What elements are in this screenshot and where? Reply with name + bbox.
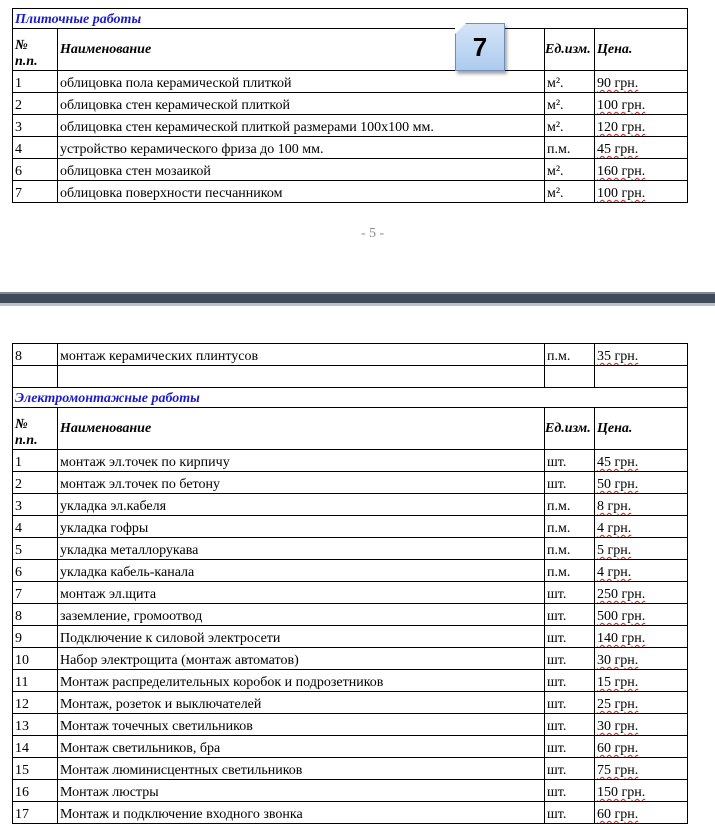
cell-price-text: 5 грн.	[597, 543, 632, 558]
cell-name: монтаж эл.щита	[58, 582, 545, 604]
cell-price	[595, 692, 688, 714]
cell-num: 8	[13, 604, 58, 626]
table-row	[13, 344, 688, 366]
page-badge	[455, 23, 505, 71]
cell-price	[595, 450, 688, 472]
cell-unit: п.м.	[545, 494, 595, 516]
empty-cell	[13, 366, 58, 388]
cell-name: облицовка поверхности песчанником	[58, 181, 545, 203]
table-row	[13, 494, 688, 516]
cell-name: монтаж эл.точек по кирпичу	[58, 450, 545, 472]
cell-price	[595, 758, 688, 780]
header-num: № п.п.	[13, 29, 58, 71]
cell-num: 10	[13, 648, 58, 670]
section-title: Плиточные работы	[13, 9, 688, 29]
table-row	[13, 670, 688, 692]
page-number: - 5 -	[360, 226, 385, 241]
cell-price-text: 250 грн.	[597, 587, 646, 602]
cell-price-text: 100 грн.	[597, 186, 646, 201]
cell-price	[595, 626, 688, 648]
cell-price-text: 50 грн.	[597, 477, 639, 492]
cell-name: монтаж керамических плинтусов	[58, 344, 545, 366]
table-row	[13, 115, 688, 137]
cell-name: монтаж эл.точек по бетону	[58, 472, 545, 494]
cell-num: 1	[13, 71, 58, 93]
cell-price	[595, 736, 688, 758]
table-row	[13, 181, 688, 203]
document-page-bottom	[0, 306, 715, 824]
cell-unit: м².	[545, 71, 595, 93]
cell-unit: м².	[545, 115, 595, 137]
cell-price	[595, 802, 688, 824]
cell-num: 15	[13, 758, 58, 780]
cell-name: Набор электрощита (монтаж автоматов)	[58, 648, 545, 670]
cell-name: Монтаж светильников, бра	[58, 736, 545, 758]
cell-name: облицовка стен керамической плиткой размерами 100х100 мм.	[58, 115, 545, 137]
header-unit: Ед.изм.	[545, 408, 595, 450]
table-row	[13, 648, 688, 670]
empty-cell	[58, 366, 545, 388]
cell-price	[595, 516, 688, 538]
cell-price	[595, 560, 688, 582]
cell-price-text: 4 грн.	[597, 565, 632, 580]
cell-price-text: 8 грн.	[597, 499, 632, 514]
cell-price	[595, 115, 688, 137]
cell-price-text: 100 грн.	[597, 98, 646, 113]
cell-unit: шт.	[545, 626, 595, 648]
table-header-row	[13, 408, 688, 450]
cell-unit: шт.	[545, 692, 595, 714]
cell-price	[595, 344, 688, 366]
cell-price	[595, 494, 688, 516]
cell-name: Монтаж, розеток и выключателей	[58, 692, 545, 714]
cell-price	[595, 670, 688, 692]
table-row	[13, 714, 688, 736]
cell-num: 6	[13, 159, 58, 181]
header-name: Наименование	[58, 29, 545, 71]
cell-price-text: 500 грн.	[597, 609, 646, 624]
table-row	[13, 582, 688, 604]
cell-name: Монтаж люстры	[58, 780, 545, 802]
cell-unit: п.м.	[545, 516, 595, 538]
cell-price	[595, 648, 688, 670]
header-name: Наименование	[58, 408, 545, 450]
page-badge-number: 7	[472, 32, 488, 62]
table-row	[13, 758, 688, 780]
cell-unit: п.м.	[545, 137, 595, 159]
cell-price-text: 60 грн.	[597, 807, 639, 822]
table-row	[13, 472, 688, 494]
cell-price-text: 140 грн.	[597, 631, 646, 646]
table-row	[13, 93, 688, 115]
cell-num: 2	[13, 93, 58, 115]
cell-price	[595, 93, 688, 115]
cell-unit: м².	[545, 181, 595, 203]
page-separator	[0, 292, 715, 306]
cell-name: Монтаж распределительных коробок и подрозетников	[58, 670, 545, 692]
table-row	[13, 802, 688, 824]
cell-price-text: 25 грн.	[597, 697, 639, 712]
cell-unit: м².	[545, 93, 595, 115]
cell-price	[595, 714, 688, 736]
cell-unit: шт.	[545, 472, 595, 494]
cell-name: облицовка стен мозаикой	[58, 159, 545, 181]
cell-price-text: 35 грн.	[597, 349, 639, 364]
table-row	[13, 780, 688, 802]
cell-num: 6	[13, 560, 58, 582]
cell-num: 2	[13, 472, 58, 494]
cell-price	[595, 538, 688, 560]
cell-num: 7	[13, 181, 58, 203]
cell-unit: шт.	[545, 604, 595, 626]
table-row	[13, 692, 688, 714]
table-row	[13, 137, 688, 159]
cell-unit: шт.	[545, 648, 595, 670]
cell-num: 17	[13, 802, 58, 824]
cell-price	[595, 582, 688, 604]
cell-name: облицовка стен керамической плиткой	[58, 93, 545, 115]
cell-price-text: 75 грн.	[597, 763, 639, 778]
cell-unit: п.м.	[545, 560, 595, 582]
tile-rows	[13, 71, 688, 203]
document-page-top	[0, 0, 715, 292]
continued-table	[12, 343, 688, 824]
table-row	[13, 450, 688, 472]
table-row	[13, 736, 688, 758]
section-title-row	[13, 388, 688, 408]
cell-unit: п.м.	[545, 344, 595, 366]
table-row	[13, 516, 688, 538]
cell-unit: м².	[545, 159, 595, 181]
cell-unit: шт.	[545, 736, 595, 758]
empty-row	[13, 366, 688, 388]
header-unit: Ед.изм.	[545, 29, 595, 71]
cell-price	[595, 780, 688, 802]
cell-name: укладка гофры	[58, 516, 545, 538]
cell-num: 9	[13, 626, 58, 648]
cell-price-text: 30 грн.	[597, 653, 639, 668]
cell-unit: шт.	[545, 780, 595, 802]
cell-name: укладка кабель-канала	[58, 560, 545, 582]
cell-unit: шт.	[545, 802, 595, 824]
cell-name: укладка эл.кабеля	[58, 494, 545, 516]
table-row	[13, 159, 688, 181]
cell-unit: шт.	[545, 450, 595, 472]
cell-num: 14	[13, 736, 58, 758]
cell-price-text: 60 грн.	[597, 741, 639, 756]
cell-price-text: 160 грн.	[597, 164, 646, 179]
cell-name: Монтаж точечных светильников	[58, 714, 545, 736]
cell-name: укладка металлорукава	[58, 538, 545, 560]
cell-price-text: 120 грн.	[597, 120, 646, 135]
cell-num: 4	[13, 137, 58, 159]
table-row	[13, 538, 688, 560]
cell-unit: шт.	[545, 714, 595, 736]
electric-rows	[13, 450, 688, 824]
empty-cell	[545, 366, 595, 388]
section-title-row	[13, 9, 688, 29]
cell-price-text: 150 грн.	[597, 785, 646, 800]
cell-num: 12	[13, 692, 58, 714]
table-row	[13, 71, 688, 93]
cell-name: заземление, громоотвод	[58, 604, 545, 626]
table-row	[13, 604, 688, 626]
cell-name: Монтаж люминисцентных светильников	[58, 758, 545, 780]
cell-price-text: 90 грн.	[597, 76, 639, 91]
cell-unit: шт.	[545, 582, 595, 604]
cell-num: 4	[13, 516, 58, 538]
cell-num: 8	[13, 344, 58, 366]
table-row	[13, 560, 688, 582]
cell-price-text: 15 грн.	[597, 675, 639, 690]
cell-name: Монтаж и подключение входного звонка	[58, 802, 545, 824]
header-num: № п.п.	[13, 408, 58, 450]
cell-num: 13	[13, 714, 58, 736]
cell-unit: п.м.	[545, 538, 595, 560]
cell-price	[595, 137, 688, 159]
cell-price-text: 4 грн.	[597, 521, 632, 536]
cell-num: 11	[13, 670, 58, 692]
cell-price	[595, 604, 688, 626]
empty-cell	[595, 366, 688, 388]
header-price: Цена.	[595, 29, 688, 71]
cell-price	[595, 472, 688, 494]
cell-price-text: 30 грн.	[597, 719, 639, 734]
cell-unit: шт.	[545, 758, 595, 780]
cell-price	[595, 181, 688, 203]
cell-unit: шт.	[545, 670, 595, 692]
cell-num: 3	[13, 115, 58, 137]
cell-price-text: 45 грн.	[597, 142, 639, 157]
cell-price	[595, 71, 688, 93]
cell-price-text: 45 грн.	[597, 455, 639, 470]
cell-num: 16	[13, 780, 58, 802]
section-title: Электромонтажные работы	[13, 388, 688, 408]
cell-name: облицовка пола керамической плиткой	[58, 71, 545, 93]
cell-price	[595, 159, 688, 181]
cell-name: Подключение к силовой электросети	[58, 626, 545, 648]
header-price: Цена.	[595, 408, 688, 450]
cell-num: 5	[13, 538, 58, 560]
table-header-row	[13, 29, 688, 71]
cell-num: 1	[13, 450, 58, 472]
cell-name: устройство керамического фриза до 100 мм.	[58, 137, 545, 159]
tile-works-table	[12, 8, 688, 203]
cell-num: 3	[13, 494, 58, 516]
table-row	[13, 626, 688, 648]
cell-num: 7	[13, 582, 58, 604]
